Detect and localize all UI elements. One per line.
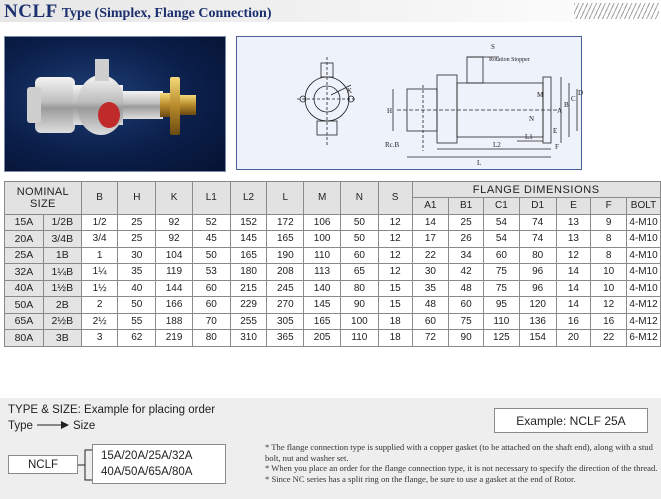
table-row [5,247,661,264]
col-header-c1: C1 [483,198,519,215]
table-cell: 136 [519,313,556,330]
table-cell: 13 [556,214,591,231]
table-cell: 92 [156,231,193,248]
table-row [5,214,661,231]
table-cell: 60 [412,313,449,330]
flange-dimensions-header: FLANGE DIMENSIONS [412,182,660,198]
table-cell: 106 [304,214,341,231]
nominal-size-a-cell: 25A [5,247,44,264]
label-b: B [564,101,569,109]
nominal-size-a-cell: 15A [5,214,44,231]
table-cell: 53 [192,264,230,281]
table-cell: 10 [591,264,627,281]
label-rotation-stopper: Rotation Stopper [489,57,530,63]
table-cell: 35 [412,280,449,297]
order-example-box: Example: NCLF 25A [494,408,648,433]
table-cell: 25 [118,231,156,248]
table-cell: 22 [591,330,627,347]
table-cell: 2 [81,297,118,314]
bracket-connector-icon [78,448,92,482]
nominal-size-a-cell: 40A [5,280,44,297]
table-cell: 270 [267,297,304,314]
table-cell: 2½ [81,313,118,330]
table-cell: 22 [412,247,449,264]
table-cell: 34 [449,247,484,264]
note-1: * The flange connection type is supplied with a copper gasket (to be attached on the shaft end), along with a stud bolt, nut and washer set. [265,442,653,463]
table-cell: 75 [483,280,519,297]
table-cell: 90 [341,297,379,314]
table-cell: 15 [378,280,412,297]
table-cell: 166 [156,297,193,314]
table-cell: 110 [483,313,519,330]
table-cell: 50 [192,247,230,264]
nominal-size-header: NOMINAL SIZE [5,182,82,215]
table-cell: 96 [519,280,556,297]
col-header-l: L [267,182,304,215]
page-title [4,1,271,23]
table-cell: 12 [378,264,412,281]
table-cell: 100 [341,313,379,330]
label-k: K [347,87,353,95]
label-m: M [537,91,544,99]
table-row [5,330,661,347]
col-header-l2: L2 [230,182,267,215]
table-cell: 1/2 [81,214,118,231]
title-sub: Type (Simplex, Flange Connection) [61,6,272,21]
table-cell: 13 [556,231,591,248]
table-cell: 10 [591,280,627,297]
table-cell: 72 [412,330,449,347]
table-cell: 188 [156,313,193,330]
table-cell: 119 [156,264,193,281]
label-h: H [387,107,393,115]
table-cell: 245 [267,280,304,297]
table-cell: 144 [156,280,193,297]
order-heading: TYPE & SIZE: Example for placing order [8,404,216,416]
table-cell: 152 [230,214,267,231]
table-row [5,313,661,330]
table-cell: 100 [304,231,341,248]
table-cell: 4-M10 [627,264,661,281]
table-cell: 20 [556,330,591,347]
nominal-size-b-cell: 1B [43,247,81,264]
table-cell: 180 [230,264,267,281]
table-cell: 15 [378,297,412,314]
table-cell: 4-M10 [627,231,661,248]
table-cell: 6-M12 [627,330,661,347]
table-cell: 14 [556,264,591,281]
table-cell: 50 [341,231,379,248]
table-cell: 14 [412,214,449,231]
table-cell: 205 [304,330,341,347]
table-cell: 8 [591,247,627,264]
col-header-a1: A1 [412,198,449,215]
col-header-m: M [304,182,341,215]
table-cell: 60 [192,297,230,314]
order-section [0,398,661,499]
type-label: Type [8,420,33,432]
table-cell: 55 [118,313,156,330]
label-e: E [553,127,558,135]
table-cell: 110 [341,330,379,347]
table-cell: 3/4 [81,231,118,248]
dimension-drawing-icon [237,37,583,171]
nominal-size-b-cell: 2½B [43,313,81,330]
table-cell: 45 [192,231,230,248]
table-cell: 14 [556,280,591,297]
table-cell: 120 [519,297,556,314]
table-cell: 48 [449,280,484,297]
table-cell: 104 [156,247,193,264]
col-header-e: E [556,198,591,215]
technical-drawing [236,36,582,170]
table-cell: 80 [519,247,556,264]
table-cell: 1¼ [81,264,118,281]
table-cell: 54 [483,231,519,248]
table-cell: 25 [118,214,156,231]
order-notes [265,442,659,484]
table-cell: 154 [519,330,556,347]
table-row [5,231,661,248]
nominal-size-b-cell: 1½B [43,280,81,297]
table-cell: 113 [304,264,341,281]
table-cell: 110 [304,247,341,264]
table-cell: 12 [556,247,591,264]
nominal-size-b-cell: 1/2B [43,214,81,231]
table-row [5,264,661,281]
table-cell: 50 [118,297,156,314]
sizes-box [92,444,226,484]
table-cell: 48 [412,297,449,314]
table-cell: 62 [118,330,156,347]
table-cell: 12 [378,214,412,231]
table-cell: 4-M12 [627,297,661,314]
label-d: D [578,89,583,97]
table-cell: 30 [118,247,156,264]
table-cell: 96 [519,264,556,281]
col-header-k: K [156,182,193,215]
table-row [5,280,661,297]
table-cell: 3 [81,330,118,347]
spec-table-body [5,214,661,346]
label-l2: L2 [493,141,501,149]
label-rcb: Rc.B [385,141,400,149]
col-header-h: H [118,182,156,215]
table-cell: 305 [267,313,304,330]
size-label: Size [72,420,96,432]
table-cell: 145 [230,231,267,248]
table-cell: 4-M12 [627,313,661,330]
nominal-size-a-cell: 50A [5,297,44,314]
col-header-d1: D1 [519,198,556,215]
table-cell: 1 [81,247,118,264]
col-header-b: B [81,182,118,215]
table-cell: 9 [591,214,627,231]
nominal-size-a-cell: 80A [5,330,44,347]
table-cell: 365 [267,330,304,347]
table-cell: 12 [378,247,412,264]
table-cell: 16 [556,313,591,330]
nominal-size-b-cell: 3/4B [43,231,81,248]
table-cell: 80 [192,330,230,347]
model-box: NCLF [8,455,78,474]
table-cell: 74 [519,214,556,231]
table-cell: 65 [341,264,379,281]
table-cell: 90 [449,330,484,347]
nominal-size-a-cell: 32A [5,264,44,281]
col-header-l1: L1 [192,182,230,215]
label-n: N [529,115,535,123]
table-cell: 75 [449,313,484,330]
table-cell: 70 [192,313,230,330]
product-photo [4,36,226,172]
table-cell: 165 [267,231,304,248]
table-cell: 52 [192,214,230,231]
nominal-size-b-cell: 3B [43,330,81,347]
title-main: NCLF [4,1,58,22]
col-header-bolt: BOLT [627,198,661,215]
table-cell: 14 [556,297,591,314]
table-cell: 18 [378,330,412,347]
table-cell: 60 [483,247,519,264]
table-cell: 30 [412,264,449,281]
table-cell: 92 [156,214,193,231]
page-header [0,0,661,22]
table-cell: 190 [267,247,304,264]
table-cell: 140 [304,280,341,297]
table-cell: 54 [483,214,519,231]
label-f: F [555,143,559,151]
table-cell: 12 [591,297,627,314]
table-cell: 17 [412,231,449,248]
table-cell: 172 [267,214,304,231]
sizes-line-1: 15A/20A/25A/32A [101,450,193,462]
table-cell: 80 [341,280,379,297]
table-cell: 145 [304,297,341,314]
nominal-size-b-cell: 1¼B [43,264,81,281]
table-cell: 125 [483,330,519,347]
label-c: C [571,95,576,103]
label-a: A [557,107,563,115]
table-cell: 219 [156,330,193,347]
table-cell: 25 [449,214,484,231]
label-s: S [491,43,495,51]
note-3: * Since NC series has a split ring on the flange, be sure to use a gasket at the end of Rotor. [265,473,576,484]
col-header-n: N [341,182,379,215]
table-cell: 40 [118,280,156,297]
table-cell: 12 [378,231,412,248]
col-header-b1: B1 [449,198,484,215]
table-cell: 4-M10 [627,247,661,264]
sizes-line-2: 40A/50A/65A/80A [101,466,193,478]
table-cell: 74 [519,231,556,248]
table-cell: 1½ [81,280,118,297]
table-cell: 165 [304,313,341,330]
table-cell: 26 [449,231,484,248]
table-cell: 208 [267,264,304,281]
spec-table [4,181,661,347]
table-cell: 95 [483,297,519,314]
table-cell: 310 [230,330,267,347]
col-header-s: S [378,182,412,215]
rotary-joint-photo-icon [5,37,226,172]
table-cell: 4-M10 [627,214,661,231]
arrow-right-icon [37,420,69,432]
table-cell: 215 [230,280,267,297]
col-header-f: F [591,198,627,215]
table-cell: 16 [591,313,627,330]
table-cell: 165 [230,247,267,264]
nominal-size-b-cell: 2B [43,297,81,314]
nominal-size-a-cell: 20A [5,231,44,248]
header-stripes-decoration [574,3,659,19]
nominal-size-a-cell: 65A [5,313,44,330]
table-cell: 18 [378,313,412,330]
table-cell: 35 [118,264,156,281]
table-cell: 60 [341,247,379,264]
table-cell: 60 [192,280,230,297]
table-cell: 50 [341,214,379,231]
table-cell: 42 [449,264,484,281]
table-cell: 255 [230,313,267,330]
label-l1: L1 [525,133,533,141]
type-size-legend [8,420,95,432]
table-cell: 8 [591,231,627,248]
table-row [5,297,661,314]
note-2: * When you place an order for the flange connection type, it is not necessary to specify the direction of the thread. [265,463,658,474]
table-cell: 4-M10 [627,280,661,297]
table-cell: 229 [230,297,267,314]
table-cell: 60 [449,297,484,314]
label-l: L [477,159,482,167]
table-cell: 75 [483,264,519,281]
